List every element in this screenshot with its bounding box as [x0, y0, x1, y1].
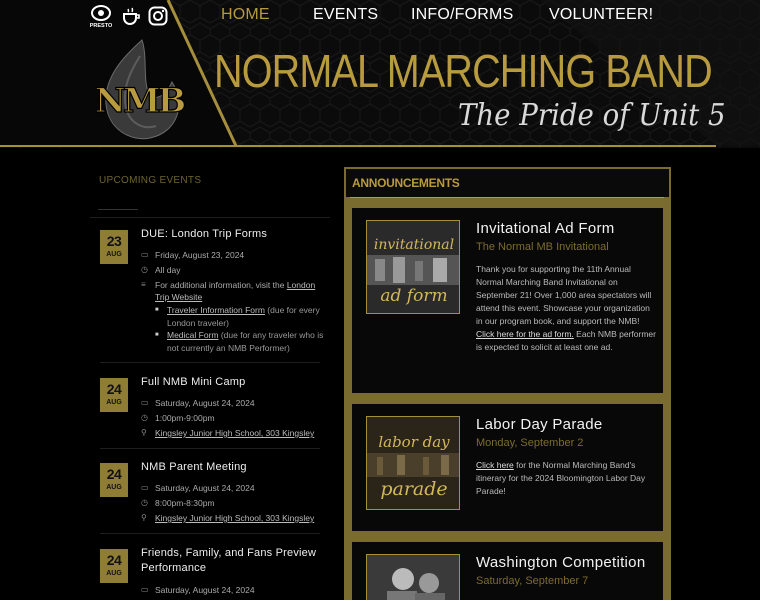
card-subtitle: Monday, September 2	[476, 437, 584, 449]
calendar-icon: ▭	[141, 483, 149, 492]
date-badge	[100, 463, 128, 497]
charms-link[interactable]	[120, 4, 142, 28]
event-divider	[100, 448, 320, 449]
clock-icon: ◷	[141, 498, 148, 507]
event-month: AUG	[106, 570, 122, 577]
event-bullets	[155, 304, 325, 354]
medical-form-link[interactable]: Medical Form	[167, 330, 219, 340]
upcoming-tab-1[interactable]	[98, 196, 138, 210]
nav-events[interactable]: EVENTS	[313, 6, 379, 23]
bullet-text: (due for any traveler who is not currently an NMB Performer)	[167, 330, 324, 353]
upcoming-tab-bar	[90, 196, 330, 218]
calendar-icon: ▭	[141, 585, 149, 594]
date-badge	[100, 378, 128, 412]
nav-info-forms[interactable]: INFO/FORMS	[411, 6, 514, 23]
labor-day-graphic	[367, 417, 460, 510]
event-description	[141, 279, 323, 303]
event-date-line	[141, 584, 323, 596]
nav-volunteer[interactable]: VOLUNTEER!	[549, 6, 654, 23]
location-pin-icon: ⚲	[141, 428, 147, 437]
announcements-title: ANNOUNCEMENTS	[352, 176, 460, 190]
card-title[interactable]: Washington Competition	[476, 554, 646, 571]
event-date-line	[141, 249, 323, 261]
event-time-line	[141, 264, 323, 276]
bullet-item	[155, 329, 325, 354]
event-date: Saturday, August 24, 2024	[155, 398, 255, 408]
event-day: 24	[106, 552, 122, 568]
event-time: All day	[155, 265, 181, 275]
event-date: Saturday, August 24, 2024	[155, 483, 255, 493]
card-body-text: Each NMB performer is expected to solicit at least one ad.	[476, 329, 656, 352]
card-body-text: for the Normal Marching Band's itinerary for the 2024 Bloomington Labor Day Parade!	[476, 460, 646, 496]
card-title[interactable]: Invitational Ad Form	[476, 220, 615, 237]
announcements-header	[346, 169, 669, 197]
card-subtitle: Saturday, September 7	[476, 575, 589, 587]
ad-form-image[interactable]	[366, 220, 460, 314]
event-divider	[100, 362, 320, 363]
header-gold-rule	[0, 145, 716, 147]
event-divider	[100, 533, 320, 534]
site-title: NORMAL MARCHING BAND	[214, 45, 712, 97]
event-title[interactable]: NMB Parent Meeting	[141, 461, 247, 473]
site-header	[0, 0, 760, 148]
event-month: AUG	[106, 399, 122, 406]
event-date-line	[141, 397, 323, 409]
image-text-bottom: ad form	[380, 286, 448, 306]
date-badge	[100, 549, 128, 583]
event-day: 24	[106, 381, 122, 397]
image-text-top: invitational	[373, 237, 455, 253]
event-desc-prefix: For additional information, visit the	[155, 280, 287, 290]
event-time: 1:00pm-9:00pm	[155, 413, 215, 423]
event-time-line	[141, 497, 323, 509]
event-date-line	[141, 482, 323, 494]
presto-label: PRESTO	[89, 23, 113, 29]
clock-icon: ◷	[141, 413, 148, 422]
instagram-link[interactable]	[147, 4, 169, 28]
clock-icon: ◷	[141, 265, 148, 274]
event-location-line	[141, 512, 323, 524]
event-month: AUG	[106, 484, 122, 491]
event-title[interactable]: DUE: London Trip Forms	[141, 228, 268, 240]
itinerary-link[interactable]: Click here	[476, 460, 514, 470]
description-icon: ≡	[141, 280, 146, 289]
announcement-card[interactable]	[352, 404, 663, 531]
bullet-item	[155, 304, 325, 329]
nmb-logo[interactable]	[82, 38, 196, 142]
presto-link[interactable]	[88, 4, 114, 28]
london-trip-website-link[interactable]: London Trip Website	[155, 280, 316, 302]
logo-text: NMB	[94, 81, 184, 121]
event-location[interactable]: Kingsley Junior High School, 303 Kingsley	[155, 428, 315, 438]
bullet-text: (due for every London traveler)	[167, 305, 320, 328]
card-body-text: Thank you for supporting the 11th Annual Normal Marching Band Invitational on September 21! Over 1,000 area spectators will attend this event. Showcase your organization in our program book, and support the NMB!	[476, 264, 652, 326]
event-location-line	[141, 427, 323, 439]
upcoming-events-title: UPCOMING EVENTS	[99, 175, 202, 186]
event-month: AUG	[106, 251, 122, 258]
presto-icon	[88, 3, 114, 29]
announcement-card[interactable]	[352, 542, 663, 600]
ad-form-graphic	[367, 221, 460, 314]
event-day: 24	[106, 466, 122, 482]
location-pin-icon: ⚲	[141, 513, 147, 522]
calendar-icon: ▭	[141, 398, 149, 407]
event-title[interactable]: Full NMB Mini Camp	[141, 376, 246, 388]
announcements-rule	[350, 197, 664, 198]
image-text-bottom: parade	[380, 478, 448, 500]
image-text-top: labor day	[378, 433, 450, 451]
event-date: Friday, August 23, 2024	[155, 250, 245, 260]
card-body	[476, 263, 656, 354]
card-title[interactable]: Labor Day Parade	[476, 416, 603, 433]
site-tagline: The Pride of Unit 5	[458, 98, 726, 133]
announcements-panel	[344, 167, 671, 600]
event-location[interactable]: Kingsley Junior High School, 303 Kingsley	[155, 513, 315, 523]
announcement-card[interactable]	[352, 208, 663, 393]
ad-form-link[interactable]: Click here for the ad form.	[476, 329, 574, 339]
nav-home[interactable]: HOME	[221, 6, 270, 23]
event-date: Saturday, August 24, 2024	[155, 585, 255, 595]
event-title[interactable]: Friends, Family, and Fans Preview Performance	[141, 547, 317, 574]
event-day: 23	[106, 233, 122, 249]
instagram-icon	[148, 6, 168, 26]
calendar-icon: ▭	[141, 250, 149, 259]
event-time-line	[141, 412, 323, 424]
event-time: 8:00pm-8:30pm	[155, 498, 215, 508]
charms-icon	[121, 6, 141, 26]
traveler-form-link[interactable]: Traveler Information Form	[167, 305, 265, 315]
upcoming-events-panel	[90, 160, 330, 600]
washington-photo	[367, 555, 460, 600]
date-badge	[100, 230, 128, 264]
card-body	[476, 459, 656, 498]
card-subtitle: The Normal MB Invitational	[476, 241, 609, 253]
washington-image[interactable]	[366, 554, 460, 600]
labor-day-image[interactable]	[366, 416, 460, 510]
